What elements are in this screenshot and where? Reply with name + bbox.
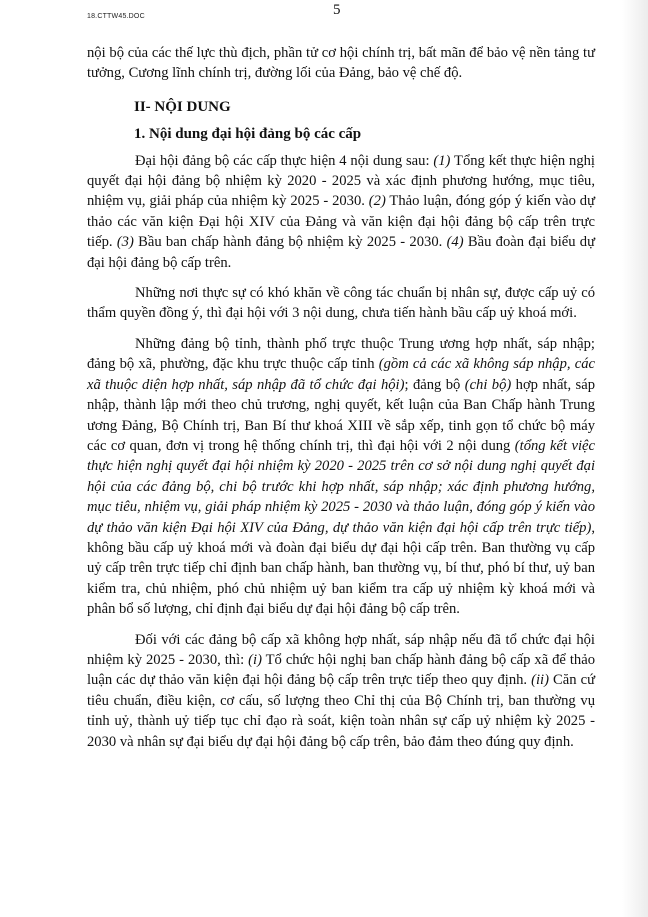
text-run: Đối với các đảng bộ cấp xã không hợp nhất, sáp nhập nếu đã tổ chức đại hội nhiệm kỳ 2025 - 2030, thì: [87,631,595,668]
item-marker: (4) [446,234,464,251]
paragraph-merged-units [87,334,595,620]
text-run: , không bầu cấp uỷ khoá mới và đoàn đại biểu dự đại hội cấp trên. Ban thường vụ cấp uỷ cấp trên trực tiếp chỉ định ban chấp hành, ban thường vụ, bí thư, phó bí thư, uỷ ban kiểm tra, chủ nhiệm, phó chủ nhiệm uỷ ban kiểm tra cấp uỷ nhiệm kỳ khoá mới và phân bổ số lượng, chỉ định đại biểu dự đại hội đảng bộ cấp trên. [87,519,595,618]
text-run: Thảo luận, đóng góp ý kiến vào dự thảo các văn kiện Đại hội XIV của Đảng và văn kiện đại hội đảng bộ cấp trên trực tiếp. [87,193,595,251]
italic-run: (tổng kết việc thực hiện nghị quyết đại hội nhiệm kỳ 2020 - 2025 trên cơ sở nội dung nghị quyết đại hội của các đảng bộ, chi bộ trước khi hợp nhất, sáp nhập; xác định phương hướng, mục tiêu, nhiệm vụ, giải pháp nhiệm kỳ 2025 - 2030 và thảo luận, đóng góp ý kiến vào dự thảo văn kiện Đại hội XIV của Đảng, dự thảo văn kiện đại hội cấp trên trực tiếp) [87,437,595,536]
document-filename: 18.CTTW45.DOC [87,13,145,20]
text-run: ; đảng bộ [404,376,465,393]
paragraph-commune-units [87,630,595,752]
italic-run: (chi bộ) [464,376,512,393]
text-run: Tổng kết thực hiện nghị quyết đại hội đảng bộ nhiệm kỳ 2020 - 2025 và xác định phương hướng, mục tiêu, nhiệm vụ, giải pháp của nhiệm kỳ 2025 - 2030. [87,152,595,210]
text-run: Những đảng bộ tỉnh, thành phố trực thuộc Trung ương hợp nhất, sáp nhập; đảng bộ xã, phường, đặc khu trực thuộc cấp tỉnh [87,335,595,373]
item-marker: (1) [433,152,451,169]
paragraph-three-contents: Những nơi thực sự có khó khăn về công tác chuẩn bị nhân sự, được cấp uỷ có thẩm quyền đồng ý, thì đại hội với 3 nội dung, chưa tiến hành bầu cấp uỷ khoá mới. [87,285,595,322]
item-marker: (2) [368,193,386,210]
section-heading: II- NỘI DUNG [134,98,231,115]
text-run: hợp nhất, sáp nhập, thành lập mới theo chủ trương, nghị quyết, kết luận của Ban Chấp hành Trung ương Đảng, Bộ Chính trị, Ban Bí thư khoá XIII về sắp xếp, tinh gọn tổ chức bộ máy các cơ quan, đơn vị trong hệ thống chính trị, thì đại hội với 2 nội dung [87,376,595,454]
paragraph-four-contents [87,151,595,273]
item-marker: (i) [248,651,262,668]
item-marker: (ii) [531,672,549,689]
subsection-heading: 1. Nội dung đại hội đảng bộ các cấp [134,126,362,143]
paragraph-continuation: nội bộ của các thế lực thù địch, phần tử cơ hội chính trị, bất mãn để bảo vệ nền tảng tư tưởng, Cương lĩnh chính trị, đường lối của Đảng, bảo vệ chế độ. [87,45,595,82]
document-body [87,43,595,752]
text-run: Bầu ban chấp hành đảng bộ nhiệm kỳ 2025 - 2030. [133,234,447,251]
item-marker: (3) [116,234,134,251]
text-run: Bầu đoàn đại biểu dự đại hội đảng bộ cấp trên. [87,234,596,271]
italic-run: (gồm cả các xã không sáp nhập, các xã thuộc diện hợp nhất, sáp nhập đã tổ chức đại hội) [87,356,595,393]
text-run: Căn cứ tiêu chuẩn, điều kiện, cơ cấu, số lượng theo Chỉ thị của Bộ Chính trị, ban thường vụ tỉnh uỷ, thành uỷ tiếp tục chỉ đạo rà soát, kiện toàn nhân sự cấp uỷ nhiệm kỳ 2025 - 2030 và nhân sự đại biểu dự đại hội đảng bộ cấp trên, bảo đảm theo đúng quy định. [87,672,595,750]
page-number: 5 [333,2,341,18]
text-run: Tổ chức hội nghị ban chấp hành đảng bộ cấp xã để thảo luận các dự thảo văn kiện đại hội đảng bộ cấp trên trực tiếp theo quy định. [87,651,595,689]
text-run: Đại hội đảng bộ các cấp thực hiện 4 nội dung sau: [135,152,434,169]
